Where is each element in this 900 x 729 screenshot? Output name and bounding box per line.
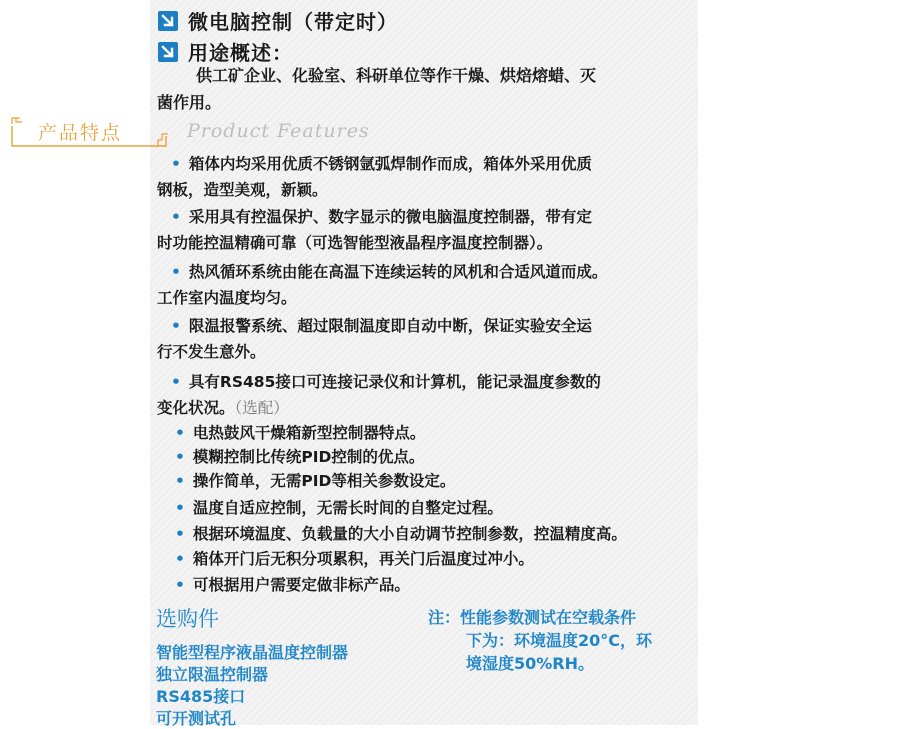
option-item: 智能型程序液晶温度控制器 [156, 643, 349, 662]
features-title-en: Product Features [187, 120, 370, 142]
bullet-dot-icon: • [175, 424, 185, 442]
options-title: 选购件 [156, 607, 219, 631]
bullet-dot-icon: • [171, 373, 181, 391]
sub-feature-item: • 可根据用户需要定做非标产品。 [175, 576, 410, 594]
heading-control [158, 6, 398, 35]
heading-usage-text: 用途概述： [188, 41, 293, 65]
sub-feature-item: • 模糊控制比传统PID控制的优点。 [175, 448, 425, 466]
sub-feature-item: • 根据环境温度、负载量的大小自动调节控制参数，控温精度高。 [175, 525, 627, 543]
bullet-dot-icon: • [171, 263, 181, 281]
note-line-1: 注：性能参数测试在空载条件 [428, 608, 637, 627]
sub-feature-item: • 操作简单，无需PID等相关参数设定。 [175, 472, 456, 490]
sub-feature-item: • 温度自适应控制，无需长时间的自整定过程。 [175, 499, 503, 517]
option-item: RS485接口 [156, 687, 246, 706]
heading-control-text: 微电脑控制（带定时） [188, 10, 398, 34]
bullet-dot-icon: • [171, 155, 181, 173]
sub-feature-item: • 箱体开门后无积分项累积，再关门后温度过冲小。 [175, 550, 534, 568]
feature-item: • 采用具有控温保护、数字显示的微电脑温度控制器，带有定 时功能控温精确可靠（可选智能型液晶程序温度控制器）。 [157, 208, 592, 252]
feature-item: • 限温报警系统、超过限制温度即自动中断，保证实验安全运 行不发生意外。 [157, 317, 592, 361]
usage-line-1: 供工矿企业、化验室、科研单位等作干燥、烘焙熔蜡、灭 [196, 66, 597, 85]
bullet-dot-icon: • [175, 576, 185, 594]
feature-item: • 具有RS485接口可连接记录仪和计算机，能记录温度参数的 变化状况。（选配） [157, 373, 601, 417]
bullet-dot-icon: • [175, 448, 185, 466]
bullet-dot-icon: • [175, 525, 185, 543]
bullet-dot-icon: • [175, 499, 185, 517]
features-tab [10, 114, 168, 148]
usage-line-2: 菌作用。 [157, 93, 222, 112]
bullet-dot-icon: • [171, 208, 181, 226]
bullet-dot-icon: • [175, 472, 185, 490]
note-line-3: 境湿度50%RH。 [466, 654, 595, 673]
test-condition-note [428, 606, 696, 675]
bullet-dot-icon: • [175, 550, 185, 568]
bullet-dot-icon: • [171, 317, 181, 335]
option-item: 可开测试孔 [156, 709, 237, 728]
sub-feature-item: • 电热鼓风干燥箱新型控制器特点。 [175, 424, 426, 442]
diagonal-arrow-icon [158, 42, 178, 62]
feature-item: • 热风循环系统由能在高温下连续运转的风机和合适风道而成。 工作室内温度均匀。 [157, 263, 608, 307]
features-title: 产品特点 [38, 122, 123, 144]
diagonal-arrow-icon [158, 11, 178, 31]
optional-note: （选配） [234, 399, 289, 417]
note-line-2: 下为：环境温度20°C，环 [466, 631, 653, 650]
option-item: 独立限温控制器 [156, 665, 269, 684]
feature-item: • 箱体内均采用优质不锈钢氩弧焊制作而成，箱体外采用优质 钢板，造型美观，新颖。 [157, 155, 592, 199]
